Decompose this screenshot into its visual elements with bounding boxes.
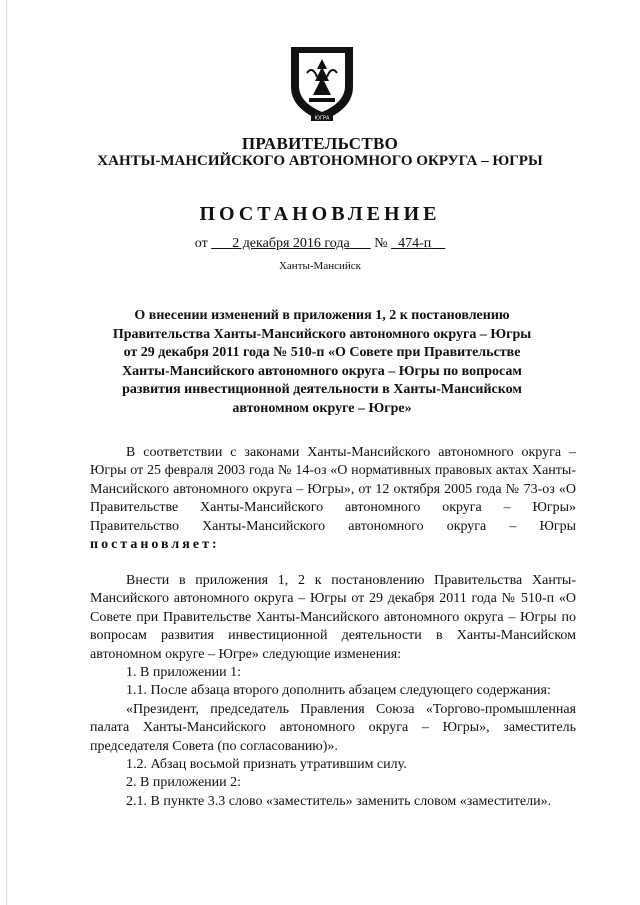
- government-heading: ПРАВИТЕЛЬСТВО: [241, 134, 399, 153]
- document-date: 2 декабря 2016 года: [232, 236, 350, 251]
- preamble-text: В соответствии с законами Ханты-Мансийского автономного округа – Югры от 25 февраля 2003 года № 14-оз «О нормативных правовых актах Ханты-Мансийского автономного округа – Югры», от 12 октября 2005 года № 73-оз «О Правительстве Ханты-Мансийского автономного округа – Югры» Правительство Ханты-Мансийского автономного округа – Югры: [90, 445, 576, 534]
- paragraph-2: 2. В приложении 2:: [126, 775, 242, 791]
- paragraph-1: 1. В приложении 1:: [126, 665, 242, 681]
- place-of-issue: Ханты-Мансийск: [278, 260, 361, 272]
- preamble-paragraph: [90, 444, 576, 554]
- number-prefix: №: [374, 236, 388, 251]
- decrees-word: постановляет:: [90, 537, 220, 553]
- date-prefix: от: [194, 236, 208, 251]
- paragraph-2-1: 2.1. В пункте 3.3 слово «заместитель» заменить словом «заместители».: [126, 793, 552, 809]
- paragraph-main: Внести в приложения 1, 2 к постановлению Правительства Ханты-Мансийского автономного округа – Югры от 29 декабря 2011 года № 510-п «О Совете при Правительстве Ханты-Мансийского автономного округа – Югры по вопросам развития инвестиционной деятельности в Ханты-Мансийском автономном округе – Югре» следующие изменения:: [90, 573, 576, 662]
- region-heading: ХАНТЫ-МАНСИЙСКОГО АВТОНОМНОГО ОКРУГА – ЮГРЫ: [97, 153, 543, 169]
- document-number: 474-п: [398, 236, 432, 251]
- document-subject: О внесении изменений в приложения 1, 2 к постановлению Правительства Ханты-Мансийского автономного округа – Югры от 29 декабря 2011 года № 510-п «О Совете при Правительстве Ханты-Мансийского автономного округа – Югры по вопросам развития инвестиционной деятельности в Ханты-Мансийском автономном округе – Югре»: [112, 308, 532, 416]
- coat-of-arms-emblem: [287, 43, 357, 123]
- amendments-section: [90, 572, 576, 811]
- paragraph-1-2: 1.2. Абзац восьмой признать утратившим силу.: [126, 757, 407, 773]
- emblem-ribbon-text: ЮГРА: [314, 115, 330, 122]
- paragraph-quote: «Президент, председатель Правления Союза «Торгово-промышленная палата Ханты-Мансийского автономного округа – Югры», заместитель председателя Совета (по согласованию)».: [90, 701, 576, 754]
- date-number-line: [0, 236, 640, 252]
- paragraph-1-1: 1.1. После абзаца второго дополнить абзацем следующего содержания:: [126, 683, 551, 699]
- document-type-title: ПОСТАНОВЛЕНИЕ: [199, 203, 441, 225]
